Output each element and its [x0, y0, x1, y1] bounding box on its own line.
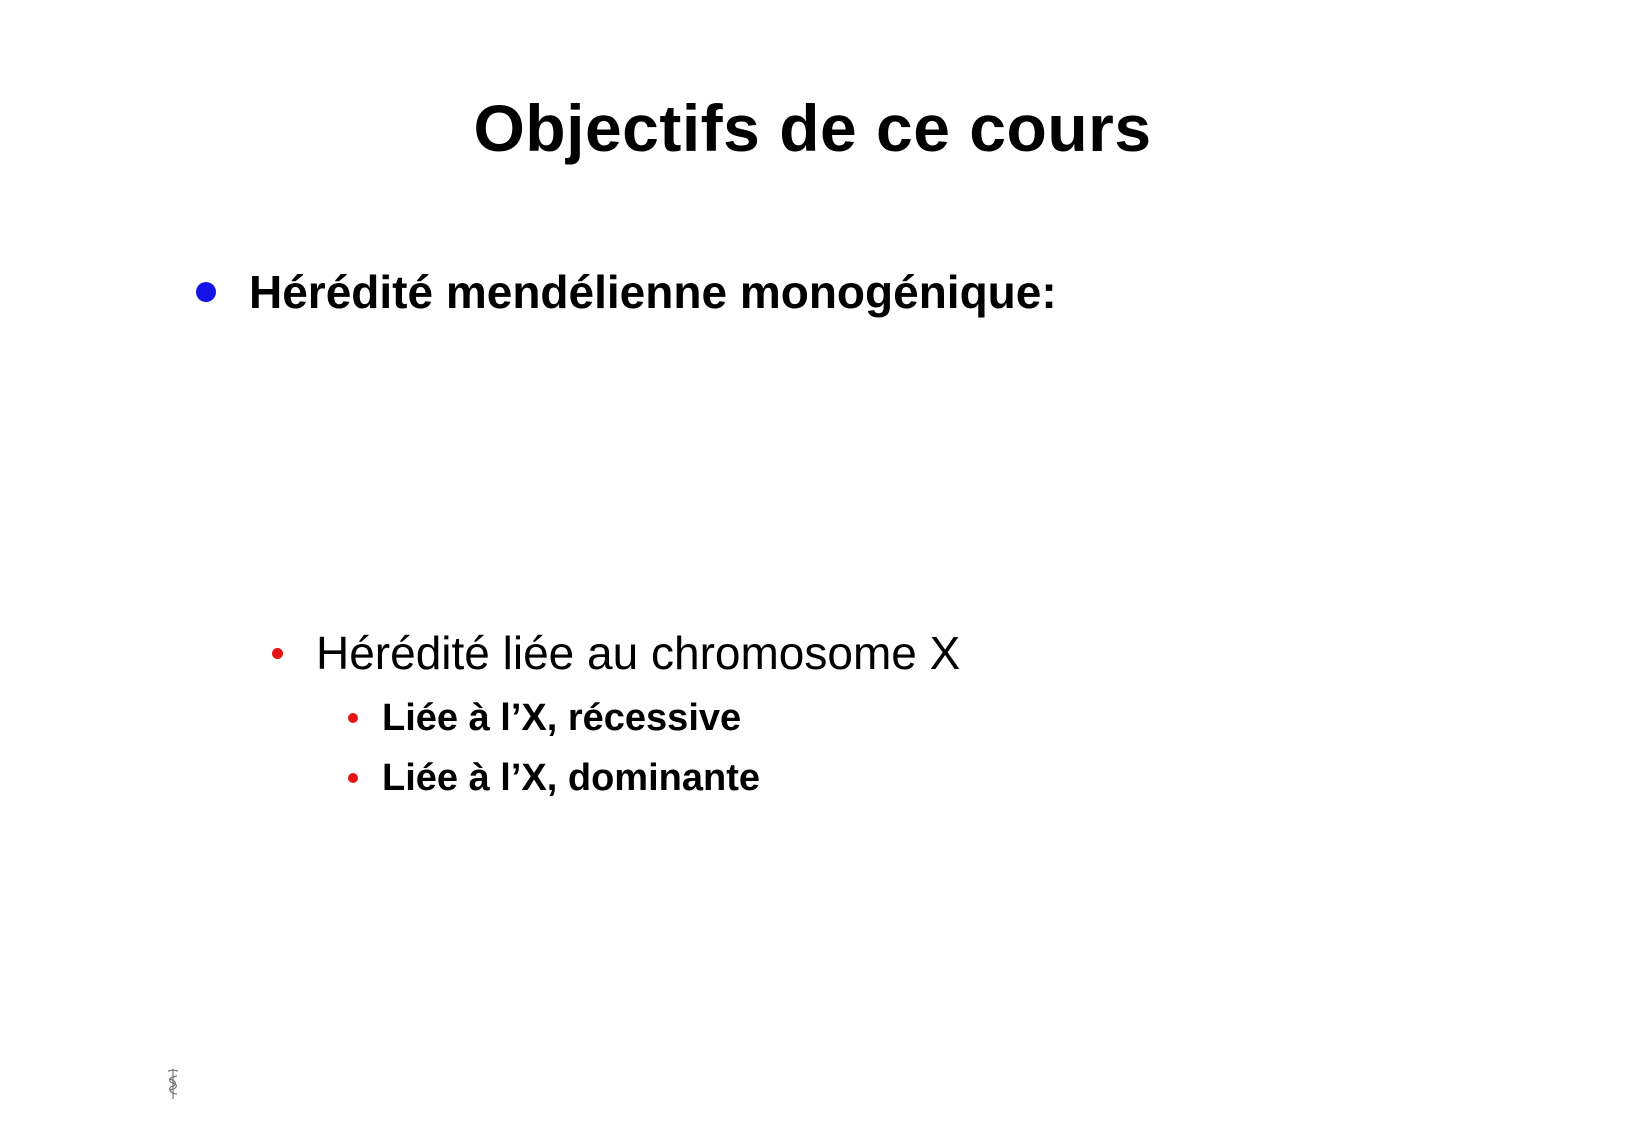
caduceus-icon [162, 1068, 184, 1100]
sub-sub-bullet-item-dominante [348, 754, 760, 802]
bullet-item-heredite-mendelienne [196, 262, 1057, 322]
slide-title: Objectifs de ce cours [473, 91, 1152, 165]
sub-sub-bullet-item-recessive [348, 694, 741, 742]
red-bullet-icon [348, 713, 358, 723]
blue-bullet-icon [196, 282, 216, 302]
sub-sub-bullet-text: Liée à l’X, dominante [382, 757, 760, 799]
sub-sub-bullet-text: Liée à l’X, récessive [382, 697, 742, 739]
red-bullet-icon [272, 648, 283, 659]
bullet-text: Hérédité mendélienne monogénique: [249, 266, 1057, 318]
sub-bullet-item-chromosome-x [272, 624, 960, 682]
sub-bullet-text: Hérédité liée au chromosome X [316, 627, 961, 679]
red-bullet-icon [348, 773, 358, 783]
